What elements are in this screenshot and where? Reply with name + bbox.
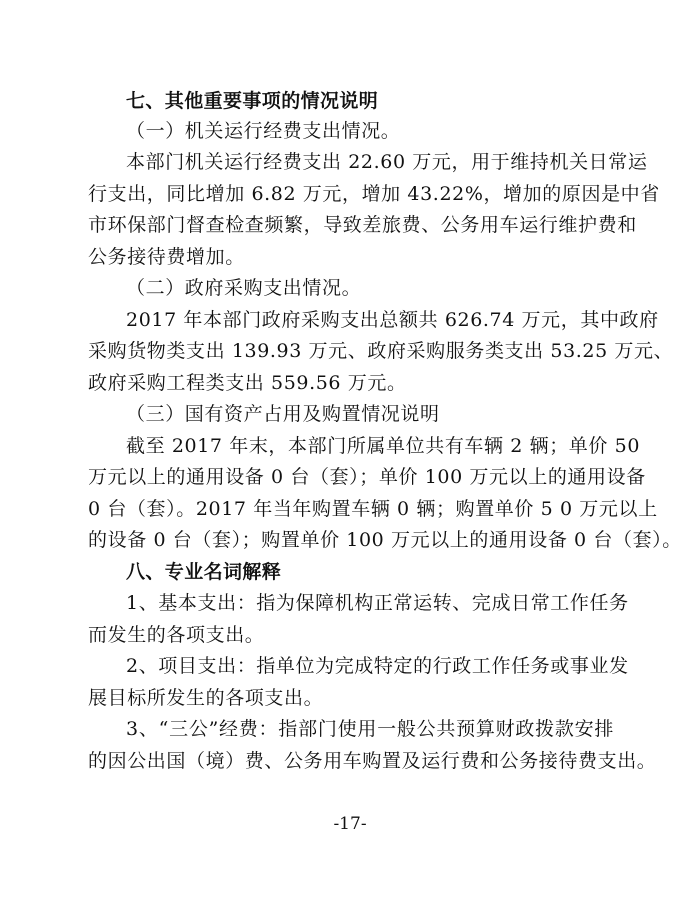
section-heading-8: 八、专业名词解释	[126, 561, 282, 583]
paragraph-line: 0 台（套）。2017 年当年购置车辆 0 辆；购置单价 5 0 万元以上	[88, 498, 658, 520]
definition-line: 3、“三公”经费：指部门使用一般公共预算财政拨款安排	[126, 718, 614, 740]
paragraph-line: 采购货物类支出 139.93 万元、政府采购服务类支出 53.25 万元、	[88, 340, 674, 362]
paragraph-line: 公务接待费增加。	[88, 246, 245, 268]
definition-line: 展目标所发生的各项支出。	[88, 687, 324, 709]
paragraph-line: 市环保部门督查检查频繁，导致差旅费、公务用车运行维护费和	[88, 214, 637, 236]
paragraph-line: 截至 2017 年末，本部门所属单位共有车辆 2 辆；单价 50	[126, 435, 641, 457]
section-heading-7: 七、其他重要事项的情况说明	[126, 90, 379, 112]
definition-line: 1、基本支出：指为保障机构正常运转、完成日常工作任务	[126, 592, 629, 614]
paragraph-line: 本部门机关运行经费支出 22.60 万元，用于维持机关日常运	[126, 151, 648, 173]
definition-line: 2、项目支出：指单位为完成特定的行政工作任务或事业发	[126, 655, 629, 677]
paragraph-line: 2017 年本部门政府采购支出总额共 626.74 万元，其中政府	[126, 309, 659, 331]
paragraph-line: 的设备 0 台（套）；购置单价 100 万元以上的通用设备 0 台（套）。	[88, 529, 682, 551]
subsection-title-2: （二）政府采购支出情况。	[126, 277, 362, 299]
paragraph-line: 万元以上的通用设备 0 台（套）；单价 100 万元以上的通用设备	[88, 466, 646, 488]
definition-line: 的因公出国（境）费、公务用车购置及运行费和公务接待费支出。	[88, 750, 657, 772]
paragraph-line: 行支出，同比增加 6.82 万元，增加 43.22%，增加的原因是中省	[88, 183, 660, 205]
page-number: -17-	[333, 814, 367, 834]
definition-line: 而发生的各项支出。	[88, 624, 265, 646]
paragraph-line: 政府采购工程类支出 559.56 万元。	[88, 372, 407, 394]
subsection-title-1: （一）机关运行经费支出情况。	[126, 120, 401, 142]
subsection-title-3: （三）国有资产占用及购置情况说明	[126, 403, 440, 425]
